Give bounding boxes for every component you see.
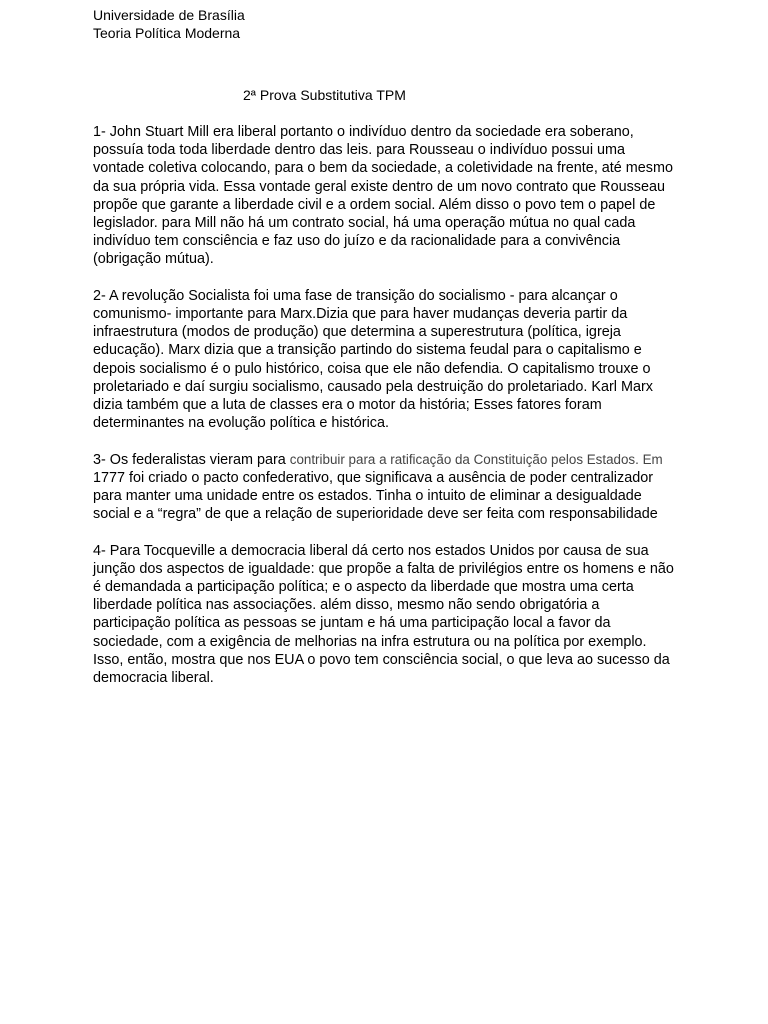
answer-3-quoted-text: contribuir para a ratificação da Constituição pelos Estados bbox=[289, 451, 636, 467]
answer-2: 2- A revolução Socialista foi uma fase de transição do socialismo - para alcançar o comunismo- importante para Marx.Dizia que para haver mudanças deveria partir da infraestrutura (modos de produção) que determina a superestrutura (política, igreja educação). Marx dizia que a transição partindo do sistema feudal para o capitalismo e depois socialismo é o pulo histórico, coisa que ele não defendia. O capitalismo trouxe o proletariado e daí surgiu socialismo, causado pela destruição do proletariado. Karl Marx dizia também que a luta de classes era o motor da história; Esses fatores foram determinantes na evolução política e histórica. bbox=[93, 287, 653, 432]
answer-3-quoted-tail: . Em bbox=[635, 451, 663, 467]
answers-body bbox=[93, 123, 678, 705]
answer-4: 4- Para Tocqueville a democracia liberal dá certo nos estados Unidos por causa de sua junção dos aspectos de igualdade: que propõe a falta de privilégios entre os homens e não é demandada a participação política; e o aspecto da liberdade que mostra uma certa liberdade política nas associações. além disso, mesmo não sendo obrigatória a participação política as pessoas se juntam e há uma participação local a favor da sociedade, com a exigência de melhorias na infra estrutura ou na política por exemplo. Isso, então, mostra que nos EUA o povo tem consciência social, o que leva ao sucesso da democracia liberal. bbox=[93, 542, 674, 687]
institution-name: Universidade de Brasília bbox=[93, 7, 245, 23]
answer-3-start: 3- Os federalistas vieram para bbox=[93, 451, 290, 468]
answer-1: 1- John Stuart Mill era liberal portanto o indivíduo dentro da sociedade era soberano, possuía toda toda liberdade dentro das leis. para Rousseau o indivíduo possui uma vontade coletiva colocando, para o bem da sociedade, a coletividade na frente, até mesmo da sua própria vida. Essa vontade geral existe dentro de um novo contrato que Rousseau propõe que garante a liberdade civil e a ordem social. Além disso o povo tem o papel de legislador. para Mill não há um contrato social, há uma operação mútua no qual cada indivíduo tem consciência e faz uso do juízo e da racionalidade para a convivência (obrigação mútua). bbox=[93, 124, 673, 268]
exam-title: 2ª Prova Substitutiva TPM bbox=[243, 87, 406, 103]
course-name: Teoria Política Moderna bbox=[93, 25, 241, 41]
answer-3-end: 1777 foi criado o pacto confederativo, que significava a ausência de poder centralizador para manter uma unidade entre os estados. Tinha o intuito de eliminar a desigualdade social e a “regra” de que a relação de superioridade deve ser feita com responsabilidade bbox=[93, 469, 658, 523]
answer-3 bbox=[93, 451, 678, 524]
document-header bbox=[93, 6, 245, 42]
